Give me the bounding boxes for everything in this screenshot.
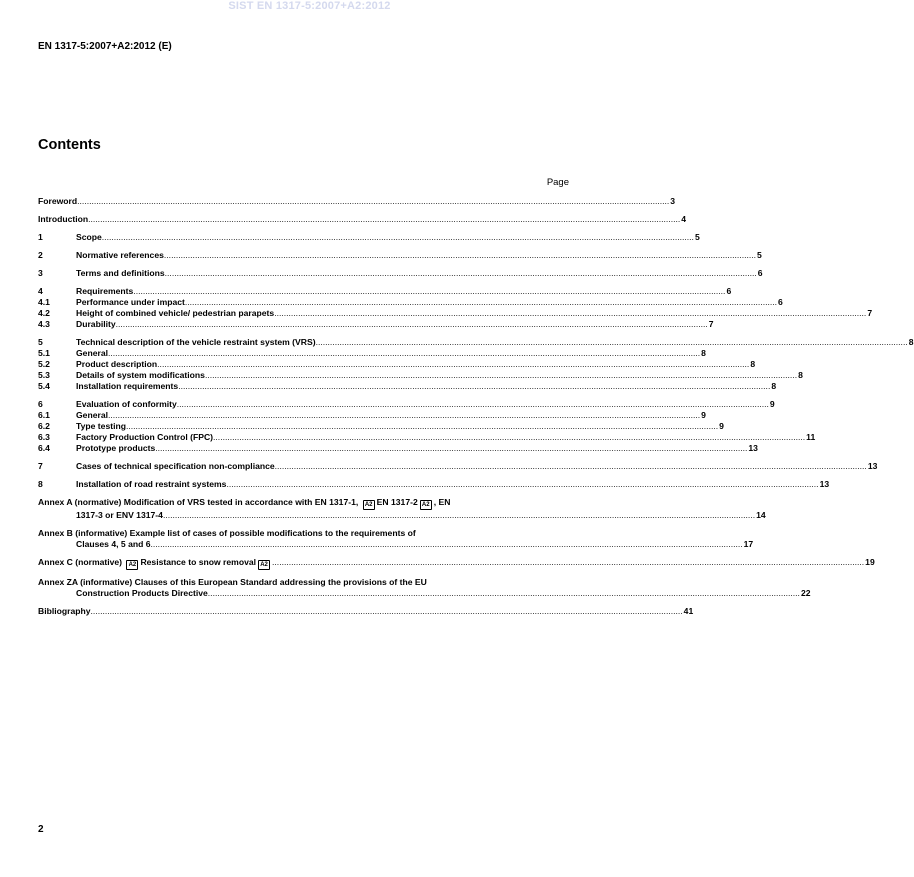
toc-entry[interactable] (38, 461, 878, 472)
toc-section-number: 6.4 (38, 443, 50, 453)
toc-section-title: Installation requirements (76, 381, 179, 391)
toc-page-number: 19 (865, 557, 875, 567)
toc-page-number: 14 (756, 510, 766, 520)
toc-page-number: 13 (748, 443, 758, 453)
toc-page-number: 6 (726, 286, 732, 296)
toc-page-number: 8 (750, 359, 756, 369)
dot-leader (272, 557, 864, 568)
toc-entry[interactable] (38, 196, 676, 207)
toc-section-title: Cases of technical specification non-compliance (76, 461, 275, 471)
toc-section-number: 5.3 (38, 370, 50, 380)
toc-page-number: 8 (771, 381, 777, 391)
toc-entry[interactable] (38, 432, 816, 443)
toc-section-title: Scope (76, 232, 102, 242)
toc-page-number: 17 (743, 539, 754, 549)
toc-section-number: 2 (38, 250, 43, 260)
toc-section-number: 5.4 (38, 381, 50, 391)
toc-section-number: 6.3 (38, 432, 50, 442)
dot-leader (185, 297, 777, 308)
amendment-start-marker-icon: A2 (126, 560, 138, 570)
dot-leader (155, 443, 747, 454)
toc-entry-annex-c[interactable] (38, 557, 875, 570)
toc-entry[interactable] (38, 214, 687, 225)
toc-section-title: Factory Production Control (FPC) (76, 432, 214, 442)
toc-entry[interactable] (38, 359, 756, 370)
toc-page-number: 3 (670, 196, 676, 206)
toc-section-title: Installation of road restraint systems (76, 479, 227, 489)
toc-section-title: Details of system modifications (76, 370, 205, 380)
toc-entry[interactable] (38, 286, 732, 297)
toc-page-number: 9 (769, 399, 775, 409)
toc-section-number: 6 (38, 399, 43, 409)
annex-b-title-line2: Clauses 4, 5 and 6 (76, 539, 151, 549)
annex-a-title-line2: 1317-3 or ENV 1317-4 (76, 510, 163, 520)
toc-page-number: 5 (757, 250, 762, 260)
dot-leader (316, 337, 908, 348)
toc-page-number: 9 (719, 421, 724, 431)
toc-entry[interactable] (38, 370, 803, 381)
toc-page-number: 7 (867, 308, 873, 318)
dot-leader (88, 214, 680, 225)
annex-c-label: Annex C (normative) (38, 557, 123, 567)
dot-leader (178, 381, 770, 392)
document-header: EN 1317-5:2007+A2:2012 (E) (38, 41, 172, 52)
toc-section-number: 5 (38, 337, 43, 347)
dot-leader (177, 399, 769, 410)
toc-page-number: 11 (806, 432, 816, 442)
page-title: Contents (38, 137, 101, 153)
dot-leader (163, 510, 755, 521)
toc-page-number: 8 (701, 348, 706, 358)
annex-c-title: Resistance to snow removal (140, 557, 257, 567)
toc-section-number: 4.3 (38, 319, 50, 329)
toc-section-number: 5.1 (38, 348, 50, 358)
dot-leader (275, 461, 867, 472)
toc-entry[interactable] (38, 319, 714, 330)
toc-section-title: Type testing (76, 421, 126, 431)
annex-b-title-line1: Annex B (informative) Example list of cases of possible modifications to the requirements of (38, 528, 416, 538)
dot-leader (208, 588, 800, 599)
toc-page-number: 9 (701, 410, 706, 420)
toc-page-number: 6 (757, 268, 763, 278)
dot-leader (274, 308, 866, 319)
dot-leader (91, 606, 683, 617)
toc-page-number: 22 (800, 588, 811, 598)
toc-entry[interactable] (38, 381, 777, 392)
dot-leader (126, 421, 718, 432)
watermark: SIST EN 1317-5:2007+A2:2012 (228, 0, 391, 12)
dot-leader (116, 319, 708, 330)
dot-leader (133, 286, 725, 297)
toc-section-title: Performance under impact (76, 297, 185, 307)
dot-leader (205, 370, 797, 381)
toc-page-number: 4 (681, 214, 687, 224)
amendment-end-marker-icon: A2 (258, 560, 270, 570)
page-number: 2 (38, 824, 44, 835)
toc-section-title: Durability (76, 319, 116, 329)
toc-entry-annex-b[interactable] (38, 528, 754, 550)
annex-za-title-line2: Construction Products Directive (76, 588, 208, 598)
toc-page-number: 13 (819, 479, 830, 489)
toc-section-number: 4.2 (38, 308, 50, 318)
toc-entry-bibliography[interactable] (38, 606, 694, 617)
toc-section-title: Height of combined vehicle/ pedestrian parapets (76, 308, 275, 318)
dot-leader (164, 250, 756, 261)
toc-section-number: 6.2 (38, 421, 50, 431)
table-of-contents (38, 196, 914, 617)
toc-entry[interactable] (38, 268, 763, 279)
toc-section-number: 1 (38, 232, 43, 242)
toc-section-number: 4 (38, 286, 43, 296)
toc-section-number: 5.2 (38, 359, 50, 369)
toc-entry[interactable] (38, 250, 762, 261)
toc-section-title: General (76, 410, 109, 420)
annex-za-title-line1: Annex ZA (informative) Clauses of this European Standard addressing the provisions of the EU (38, 577, 427, 587)
toc-section-title: General (76, 348, 109, 358)
dot-leader (77, 196, 669, 207)
amendment-start-marker-icon: A2 (363, 500, 375, 510)
dot-leader (108, 348, 700, 359)
toc-section-title: Introduction (38, 214, 89, 224)
dot-leader (165, 268, 757, 279)
amendment-end-marker-icon: A2 (420, 500, 432, 510)
toc-section-title: Terms and definitions (76, 268, 165, 278)
toc-entry[interactable] (38, 410, 706, 421)
toc-entry[interactable] (38, 443, 758, 454)
bibliography-title: Bibliography (38, 606, 91, 616)
toc-entry-annex-za[interactable] (38, 577, 811, 599)
toc-section-number: 4.1 (38, 297, 50, 307)
toc-section-title: Normative references (76, 250, 164, 260)
toc-entry[interactable] (38, 297, 783, 308)
toc-entry[interactable] (38, 232, 700, 243)
toc-section-title: Requirements (76, 286, 134, 296)
dot-leader (213, 432, 805, 443)
toc-page-number: 7 (708, 319, 714, 329)
toc-page-number: 8 (798, 370, 803, 380)
toc-entry-annex-a[interactable] (38, 497, 766, 521)
toc-section-title: Prototype products (76, 443, 156, 453)
dot-leader (226, 479, 818, 490)
toc-section-title: Foreword (38, 196, 78, 206)
toc-entry[interactable] (38, 337, 914, 348)
toc-section-number: 3 (38, 268, 43, 278)
toc-section-number: 8 (38, 479, 43, 489)
toc-section-title: Product description (76, 359, 158, 369)
toc-entry[interactable] (38, 348, 706, 359)
toc-entry[interactable] (38, 479, 830, 490)
page-column-label: Page (546, 177, 569, 188)
toc-section-title: Technical description of the vehicle restraint system (VRS) (76, 337, 316, 347)
toc-page-number: 6 (778, 297, 783, 307)
toc-section-title: Evaluation of conformity (76, 399, 177, 409)
toc-entry[interactable] (38, 399, 775, 410)
toc-section-number: 6.1 (38, 410, 50, 420)
toc-page-number: 41 (683, 606, 694, 616)
toc-entry[interactable] (38, 308, 873, 319)
dot-leader (102, 232, 694, 243)
annex-a-title-part3: , EN (433, 497, 451, 507)
toc-entry[interactable] (38, 421, 724, 432)
dot-leader (151, 539, 743, 550)
toc-page-number: 5 (694, 232, 700, 242)
annex-a-title-part2: EN 1317-2 (376, 497, 418, 507)
annex-a-title-part1: Annex A (normative) Modification of VRS tested in accordance with EN 1317-1, (38, 497, 359, 507)
toc-list (38, 196, 914, 490)
toc-section-number: 7 (38, 461, 43, 471)
dot-leader (108, 410, 700, 421)
toc-page-number: 13 (867, 461, 878, 471)
toc-page-number: 8 (908, 337, 914, 347)
dot-leader (157, 359, 749, 370)
